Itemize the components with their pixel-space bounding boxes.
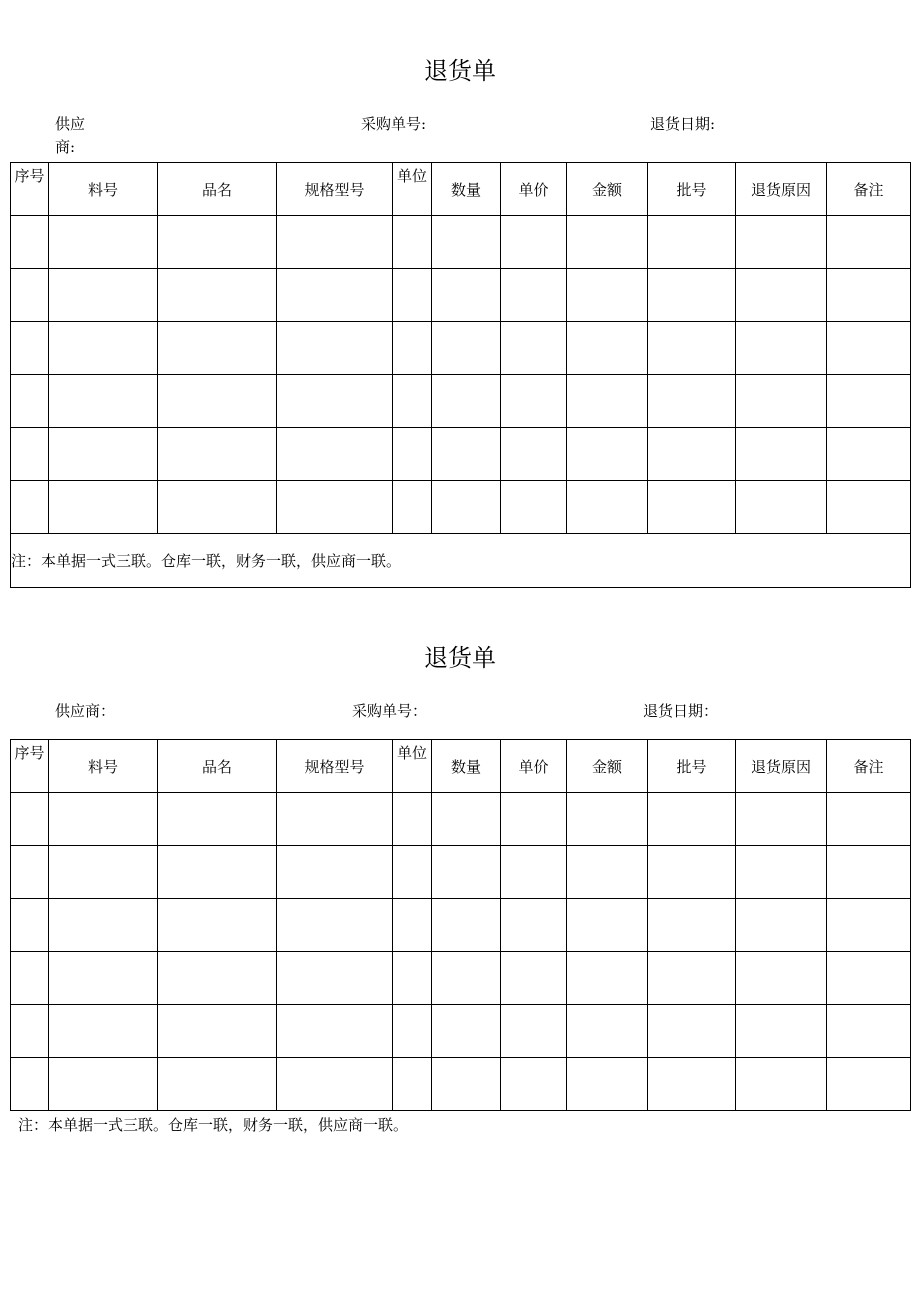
table-cell[interactable] bbox=[49, 428, 158, 481]
form1-note-row bbox=[11, 534, 911, 588]
table-cell[interactable] bbox=[11, 269, 49, 322]
table-cell[interactable] bbox=[827, 481, 911, 534]
col-header-unit: 单位 bbox=[393, 163, 432, 216]
table-cell[interactable] bbox=[736, 428, 827, 481]
table-cell[interactable] bbox=[736, 216, 827, 269]
table-cell[interactable] bbox=[567, 216, 648, 269]
table-cell[interactable] bbox=[501, 846, 567, 899]
table-cell[interactable] bbox=[567, 481, 648, 534]
table-cell[interactable] bbox=[277, 1005, 393, 1058]
table-cell[interactable] bbox=[158, 899, 277, 952]
table-cell[interactable] bbox=[567, 375, 648, 428]
table-cell[interactable] bbox=[158, 322, 277, 375]
form1-supplier-label: 供应商: bbox=[55, 115, 86, 156]
table-cell[interactable] bbox=[648, 793, 736, 846]
col-header-part-no: 料号 bbox=[49, 163, 158, 216]
form2-supplier-label: 供应商： bbox=[55, 702, 116, 720]
table-cell[interactable] bbox=[827, 216, 911, 269]
table-cell[interactable] bbox=[648, 428, 736, 481]
table-cell[interactable] bbox=[158, 846, 277, 899]
table-cell[interactable] bbox=[277, 269, 393, 322]
form1-title: 退货单 bbox=[424, 57, 496, 85]
col-header-unit: 单位 bbox=[393, 740, 432, 793]
form2-header-row bbox=[11, 740, 911, 793]
table-cell[interactable] bbox=[501, 216, 567, 269]
table-cell[interactable] bbox=[567, 1058, 648, 1111]
table-cell[interactable] bbox=[393, 269, 432, 322]
table-cell[interactable] bbox=[11, 952, 49, 1005]
table-cell[interactable] bbox=[277, 793, 393, 846]
table-cell[interactable] bbox=[501, 481, 567, 534]
form1-po-label: 采购单号: bbox=[361, 115, 427, 133]
table-cell[interactable] bbox=[827, 322, 911, 375]
table-cell[interactable] bbox=[567, 899, 648, 952]
table-cell[interactable] bbox=[648, 1005, 736, 1058]
col-header-part-no: 料号 bbox=[49, 740, 158, 793]
table-cell[interactable] bbox=[501, 322, 567, 375]
form2-note: 注：本单据一式三联。仓库一联，财务一联，供应商一联。 bbox=[18, 1116, 409, 1134]
table-cell[interactable] bbox=[648, 269, 736, 322]
table-cell[interactable] bbox=[158, 1058, 277, 1111]
col-header-qty: 数量 bbox=[432, 163, 501, 216]
table-cell[interactable] bbox=[501, 375, 567, 428]
table-cell[interactable] bbox=[736, 793, 827, 846]
table-cell[interactable] bbox=[49, 952, 158, 1005]
table-cell[interactable] bbox=[736, 1058, 827, 1111]
col-header-reason: 退货原因 bbox=[736, 740, 827, 793]
table-row bbox=[11, 481, 911, 534]
form2-body bbox=[11, 793, 911, 1111]
table-cell[interactable] bbox=[567, 269, 648, 322]
table-cell[interactable] bbox=[277, 1058, 393, 1111]
table-cell[interactable] bbox=[277, 428, 393, 481]
table-cell[interactable] bbox=[648, 952, 736, 1005]
table-cell[interactable] bbox=[49, 899, 158, 952]
table-row bbox=[11, 1005, 911, 1058]
form1-note: 注：本单据一式三联。仓库一联，财务一联，供应商一联。 bbox=[11, 552, 402, 570]
table-row bbox=[11, 1058, 911, 1111]
col-header-spec: 规格型号 bbox=[277, 163, 393, 216]
table-cell[interactable] bbox=[11, 899, 49, 952]
table-cell[interactable] bbox=[736, 375, 827, 428]
col-header-batch: 批号 bbox=[648, 740, 736, 793]
table-cell[interactable] bbox=[501, 952, 567, 1005]
table-cell[interactable] bbox=[158, 269, 277, 322]
table-cell[interactable] bbox=[393, 793, 432, 846]
table-cell[interactable] bbox=[11, 1005, 49, 1058]
col-header-unit-price: 单价 bbox=[501, 163, 567, 216]
table-cell[interactable] bbox=[158, 375, 277, 428]
table-cell[interactable] bbox=[277, 375, 393, 428]
table-cell[interactable] bbox=[158, 216, 277, 269]
table-cell[interactable] bbox=[827, 269, 911, 322]
table-cell[interactable] bbox=[432, 1005, 501, 1058]
table-cell[interactable] bbox=[158, 952, 277, 1005]
table-row bbox=[11, 899, 911, 952]
table-cell[interactable] bbox=[827, 428, 911, 481]
table-cell[interactable] bbox=[11, 216, 49, 269]
table-cell[interactable] bbox=[432, 269, 501, 322]
table-row bbox=[11, 952, 911, 1005]
table-cell[interactable] bbox=[49, 216, 158, 269]
col-header-spec: 规格型号 bbox=[277, 740, 393, 793]
table-cell[interactable] bbox=[393, 952, 432, 1005]
table-cell[interactable] bbox=[432, 216, 501, 269]
table-cell[interactable] bbox=[827, 1058, 911, 1111]
table-cell[interactable] bbox=[827, 846, 911, 899]
col-header-unit-price: 单价 bbox=[501, 740, 567, 793]
table-cell[interactable] bbox=[393, 322, 432, 375]
table-cell[interactable] bbox=[567, 793, 648, 846]
table-cell[interactable] bbox=[648, 899, 736, 952]
col-header-seq: 序号 bbox=[11, 740, 49, 793]
table-cell[interactable] bbox=[567, 322, 648, 375]
table-cell[interactable] bbox=[393, 1058, 432, 1111]
table-row bbox=[11, 793, 911, 846]
table-cell[interactable] bbox=[49, 481, 158, 534]
col-header-qty: 数量 bbox=[432, 740, 501, 793]
table-row bbox=[11, 846, 911, 899]
col-header-product-name: 品名 bbox=[158, 740, 277, 793]
form1-table bbox=[10, 162, 911, 588]
table-cell[interactable] bbox=[393, 375, 432, 428]
table-cell[interactable] bbox=[158, 793, 277, 846]
table-cell[interactable] bbox=[432, 428, 501, 481]
table-cell[interactable] bbox=[432, 846, 501, 899]
table-cell[interactable] bbox=[432, 375, 501, 428]
table-cell[interactable] bbox=[648, 481, 736, 534]
form1-body bbox=[11, 216, 911, 534]
table-row bbox=[11, 216, 911, 269]
form2-po-label: 采购单号： bbox=[352, 702, 428, 720]
form1-date-label: 退货日期: bbox=[650, 115, 716, 133]
table-cell[interactable] bbox=[736, 952, 827, 1005]
table-cell[interactable] bbox=[158, 428, 277, 481]
table-cell[interactable] bbox=[736, 899, 827, 952]
table-cell[interactable] bbox=[49, 322, 158, 375]
col-header-product-name: 品名 bbox=[158, 163, 277, 216]
table-cell[interactable] bbox=[827, 1005, 911, 1058]
table-cell[interactable] bbox=[11, 481, 49, 534]
table-cell[interactable] bbox=[736, 322, 827, 375]
form2-table bbox=[10, 739, 911, 1111]
form2-title: 退货单 bbox=[424, 644, 496, 672]
table-cell[interactable] bbox=[11, 793, 49, 846]
table-cell[interactable] bbox=[736, 846, 827, 899]
table-cell[interactable] bbox=[277, 899, 393, 952]
table-cell[interactable] bbox=[501, 269, 567, 322]
table-row bbox=[11, 269, 911, 322]
table-cell[interactable] bbox=[49, 1058, 158, 1111]
table-cell[interactable] bbox=[567, 952, 648, 1005]
table-cell[interactable] bbox=[277, 481, 393, 534]
table-cell[interactable] bbox=[49, 846, 158, 899]
table-cell[interactable] bbox=[648, 846, 736, 899]
table-cell[interactable] bbox=[648, 216, 736, 269]
table-cell[interactable] bbox=[567, 1005, 648, 1058]
table-cell[interactable] bbox=[277, 846, 393, 899]
col-header-amount: 金额 bbox=[567, 163, 648, 216]
table-cell[interactable] bbox=[49, 793, 158, 846]
table-cell[interactable] bbox=[736, 269, 827, 322]
table-cell[interactable] bbox=[393, 899, 432, 952]
table-cell[interactable] bbox=[49, 375, 158, 428]
table-cell[interactable] bbox=[648, 375, 736, 428]
table-cell[interactable] bbox=[736, 481, 827, 534]
table-cell[interactable] bbox=[277, 952, 393, 1005]
table-cell[interactable] bbox=[432, 322, 501, 375]
table-cell[interactable] bbox=[49, 1005, 158, 1058]
table-cell[interactable] bbox=[11, 322, 49, 375]
col-header-seq: 序号 bbox=[11, 163, 49, 216]
table-cell[interactable] bbox=[432, 899, 501, 952]
table-cell[interactable] bbox=[648, 1058, 736, 1111]
table-cell[interactable] bbox=[827, 952, 911, 1005]
table-row bbox=[11, 322, 911, 375]
table-cell[interactable] bbox=[432, 481, 501, 534]
table-cell[interactable] bbox=[393, 1005, 432, 1058]
form1-header-row bbox=[11, 163, 911, 216]
table-cell[interactable] bbox=[11, 428, 49, 481]
table-cell[interactable] bbox=[158, 1005, 277, 1058]
table-cell[interactable] bbox=[277, 216, 393, 269]
table-cell[interactable] bbox=[501, 1058, 567, 1111]
col-header-amount: 金额 bbox=[567, 740, 648, 793]
table-cell[interactable] bbox=[11, 375, 49, 428]
table-cell[interactable] bbox=[827, 793, 911, 846]
table-row bbox=[11, 375, 911, 428]
table-cell[interactable] bbox=[11, 846, 49, 899]
table-cell[interactable] bbox=[501, 899, 567, 952]
table-cell[interactable] bbox=[501, 793, 567, 846]
col-header-remark: 备注 bbox=[827, 740, 911, 793]
table-cell[interactable] bbox=[393, 216, 432, 269]
table-cell[interactable] bbox=[648, 322, 736, 375]
table-cell[interactable] bbox=[501, 1005, 567, 1058]
table-cell[interactable] bbox=[393, 846, 432, 899]
table-cell[interactable] bbox=[827, 375, 911, 428]
form2-date-label: 退货日期： bbox=[643, 702, 719, 720]
table-cell[interactable] bbox=[49, 269, 158, 322]
table-row bbox=[11, 428, 911, 481]
col-header-reason: 退货原因 bbox=[736, 163, 827, 216]
table-cell[interactable] bbox=[432, 952, 501, 1005]
col-header-remark: 备注 bbox=[827, 163, 911, 216]
table-cell[interactable] bbox=[11, 1058, 49, 1111]
table-cell[interactable] bbox=[277, 322, 393, 375]
col-header-batch: 批号 bbox=[648, 163, 736, 216]
table-cell[interactable] bbox=[501, 428, 567, 481]
table-cell[interactable] bbox=[432, 793, 501, 846]
table-cell[interactable] bbox=[567, 846, 648, 899]
table-cell[interactable] bbox=[827, 899, 911, 952]
table-cell[interactable] bbox=[393, 428, 432, 481]
table-cell[interactable] bbox=[393, 481, 432, 534]
table-cell[interactable] bbox=[432, 1058, 501, 1111]
table-cell[interactable] bbox=[158, 481, 277, 534]
table-cell[interactable] bbox=[736, 1005, 827, 1058]
table-cell[interactable] bbox=[567, 428, 648, 481]
